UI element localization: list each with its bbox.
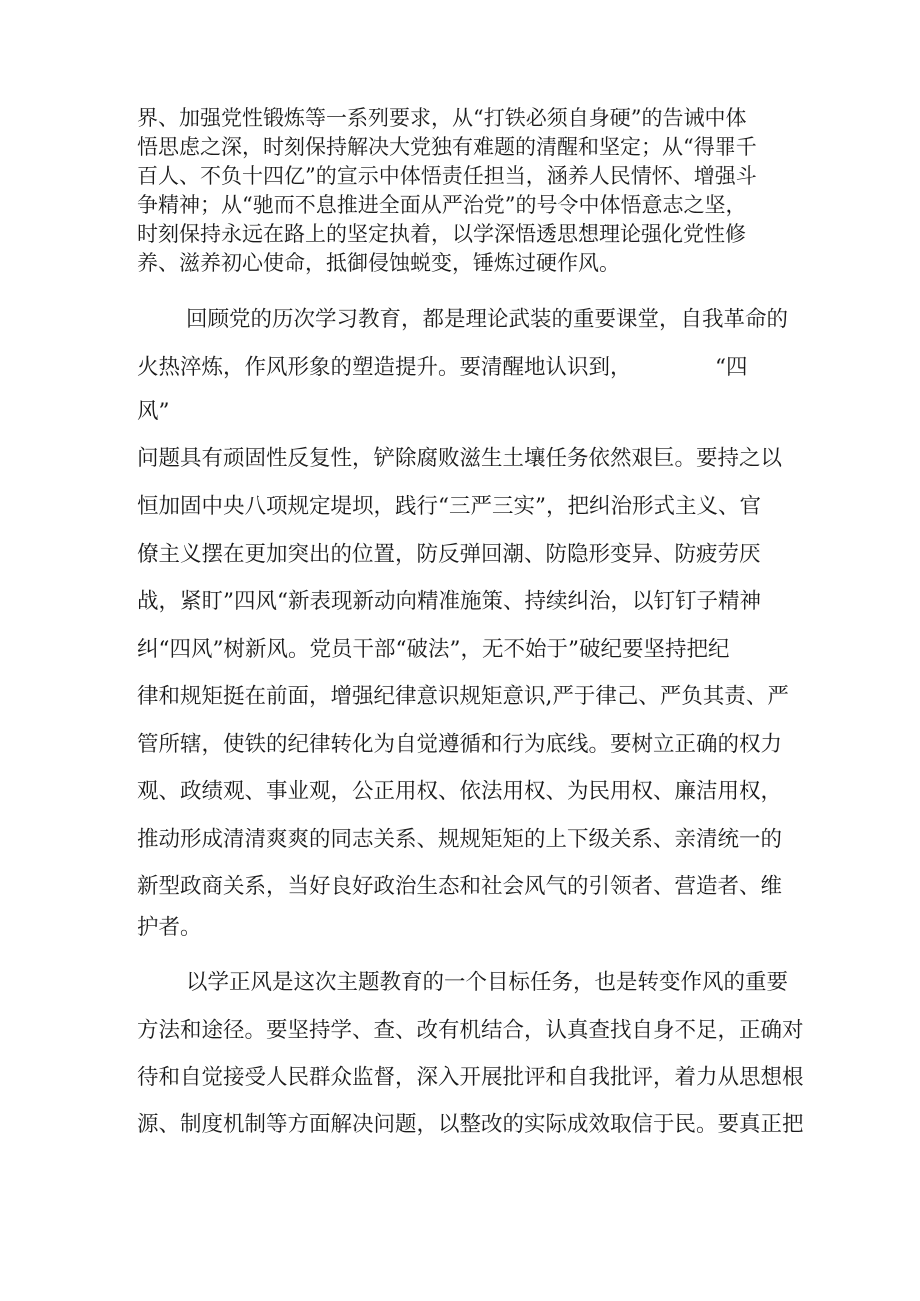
text-line: 战，紧盯”四风“新表现新动向精准施策、持续纠治，以钉钉子精神	[137, 589, 761, 614]
text-line: 争精神；从“驰而不息推进全面从严治党”的号令中体悟意志之坚，	[137, 193, 747, 217]
text-line: 源、制度机制等方面解决问题，以整改的实际成效取信于民。要真正把	[137, 1112, 804, 1137]
text-line: 火热淬炼，作风形象的塑造提升。要清醒地认识到，	[137, 355, 632, 380]
text-line: 回顾党的历次学习教育，都是理论武装的重要课堂，自我革命的	[186, 307, 789, 332]
text-line: 纠“四风”树新风。党员干部“破法”，无不始于”破纪要坚持把纪	[137, 637, 730, 662]
text-line: 以学正风是这次主题教育的一个目标任务，也是转变作风的重要	[186, 970, 789, 995]
text-line: 待和自觉接受人民群众监督，深入开展批评和自我批评，着力从思想根	[137, 1065, 804, 1090]
text-line: 管所辖，使铁的纪律转化为自觉遵循和行为底线。要树立正确的权力	[137, 732, 783, 757]
text-line: 观、政绩观、事业观，公正用权、依法用权、为民用权、廉洁用权，	[137, 779, 783, 804]
text-line: 推动形成清清爽爽的同志关系、规规矩矩的上下级关系、亲清统一的	[137, 827, 783, 852]
text-line: 时刻保持永远在路上的坚定执着，以学深悟透思想理论强化党性修	[137, 222, 746, 246]
text-line: 界、加强党性锻炼等一系列要求，从“打铁必须自身硬”的告诫中体	[137, 106, 747, 130]
text-line: “四	[715, 355, 748, 380]
text-line: 护者。	[137, 915, 202, 940]
text-line: 百人、不负十四亿”的宣示中体悟责任担当，涵养人民情怀、增强斗	[137, 164, 757, 188]
text-line: 方法和途径。要坚持学、查、改有机结合，认真查找自身不足，正确对	[137, 1018, 804, 1043]
text-line: 僚主义摆在更加突出的位置，防反弹回潮、防隐形变异、防疲劳厌	[137, 542, 761, 567]
text-line: 风”	[137, 399, 170, 424]
text-line: 养、滋养初心使命，抵御侵蚀蜕变，锤炼过硬作风。	[137, 251, 620, 275]
text-line: 问题具有顽固性反复性，铲除腐败滋生土壤任务依然艰巨。要持之以	[137, 446, 783, 471]
text-line: 恒加固中央八项规定堤坝，践行“三严三实”，把纠治形式主义、官	[137, 494, 761, 519]
text-line: 律和规矩挺在前面，增强纪律意识规矩意识,严于律己、严负其责、严	[137, 684, 789, 709]
text-line: 新型政商关系，当好良好政治生态和社会风气的引领者、营造者、维	[137, 874, 783, 899]
text-line: 悟思虑之深，时刻保持解决大党独有难题的清醒和坚定；从“得罪千	[137, 135, 757, 159]
